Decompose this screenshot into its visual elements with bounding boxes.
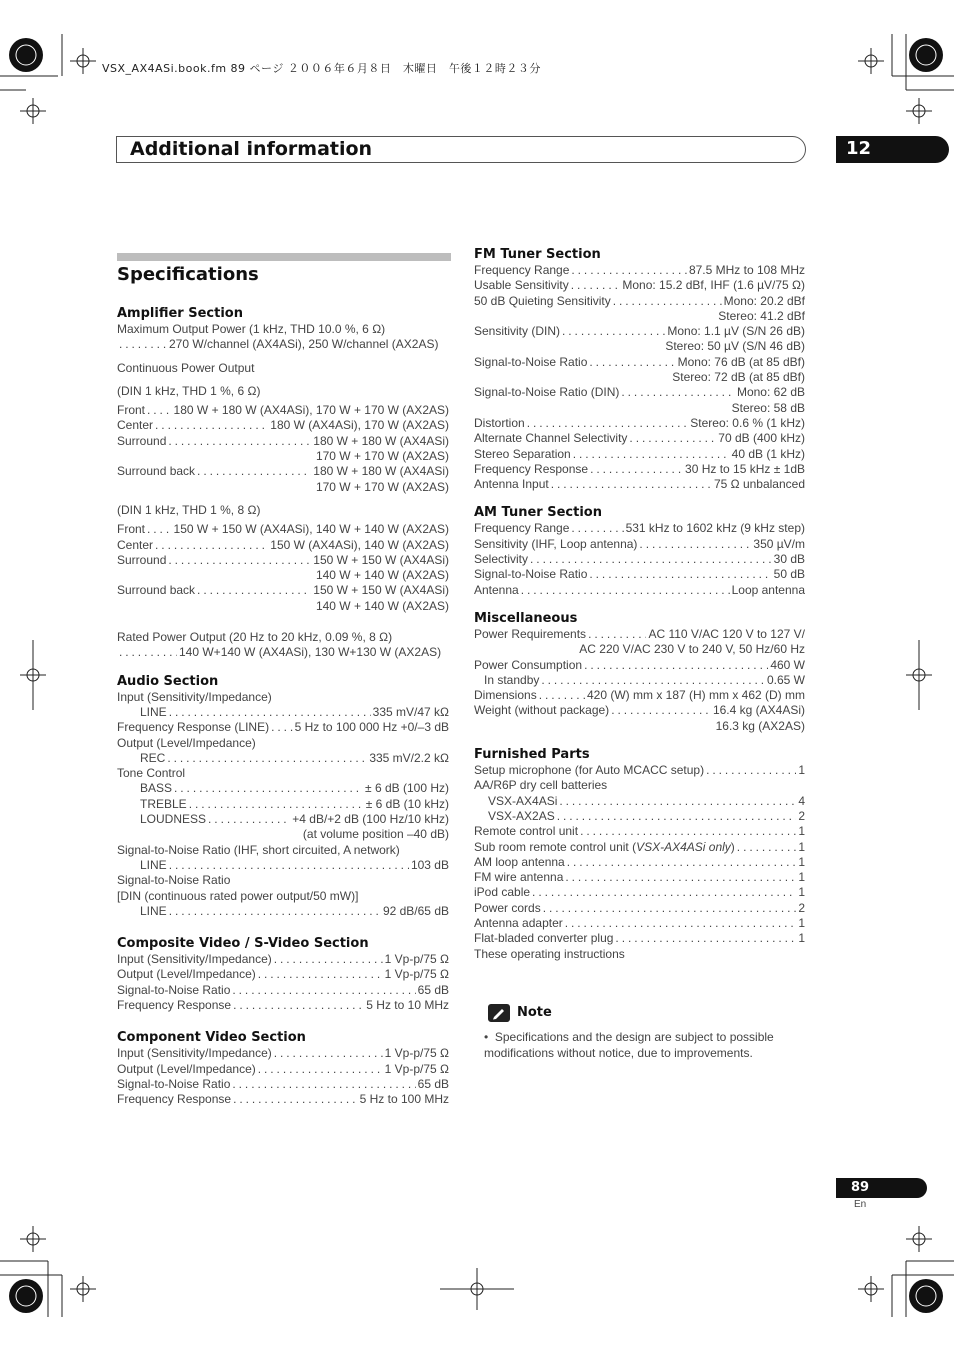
instructions-label: These operating instructions [474,946,625,961]
bass-row: BASS . . . ± 6 dB (100 Hz) [117,781,449,796]
page-language: En [854,1199,867,1210]
amplifier-heading: Amplifier Section [117,306,243,321]
din6-list [117,403,449,495]
fm-sens-din-row: Sensitivity (DIN) . . . Mono: 1.1 µV (S/N 26 dB) [474,324,805,339]
component-row: Output (Level/Impedance) . . . 1 Vp-p/75 Ω [117,1062,449,1077]
page-number-tab [836,1178,927,1198]
rated-label: Rated Power Output (20 Hz to 20 kHz, 0.09 %, 8 Ω) [117,630,393,645]
rated-value: 140 W+140 W (AX4ASi), 130 W+130 W (AX2AS) [179,645,442,660]
snr-ihf-row: LINE . . . 103 dB [117,858,449,873]
furnished-list [474,855,805,947]
fm-snr-din-stereo: Stereo: 58 dB [731,400,805,415]
fm-snr-din-row: Signal-to-Noise Ratio (DIN) . . . Mono: 62 dB [474,385,805,400]
chapter-tab [836,136,949,163]
component-list [117,1046,449,1107]
din8-row: Surround back . . . 150 W + 150 W (AX4ASi) [117,583,449,598]
subroom-row: Sub room remote control unit (VSX-AX4ASi only) . . . 1 [474,840,805,855]
din8-label: (DIN 1 kHz, THD 1 %, 8 Ω) [117,502,261,517]
am-row: Antenna . . . Loop antenna [474,583,805,598]
fm-freq-row: Frequency Range . . . 87.5 MHz to 108 MHz [474,263,805,278]
composite-row: Output (Level/Impedance) . . . 1 Vp-p/75 Ω [117,967,449,982]
din6-row: Front . . . 180 W + 180 W (AX4ASi), 170 W + 170 W (AX2AS) [117,403,449,418]
power-req-line2: AC 220 V/AC 230 V to 240 V, 50 Hz/60 Hz [579,642,805,657]
snr-ihf-label: Signal-to-Noise Ratio (IHF, short circuited, A network) [117,842,400,857]
right-column [474,246,805,962]
fm-snr-row: Signal-to-Noise Ratio . . . Mono: 76 dB (at 85 dBf) [474,355,805,370]
continuous-label: Continuous Power Output [117,360,255,375]
page-number: 89 [851,1180,870,1195]
consumption-row: Power Consumption . . . 460 W [474,658,805,673]
tone-label: Tone Control [117,766,186,781]
fm-row: Stereo Separation . . . 40 dB (1 kHz) [474,447,805,462]
dimensions-row: Dimensions . . . 420 (W) mm x 187 (H) mm x 462 (D) mm [474,688,805,703]
fm-list [474,416,805,492]
am-heading: AM Tuner Section [474,505,602,521]
am-row: Sensitivity (IHF, Loop antenna) . . . 350 µV/m [474,537,805,552]
fm-quieting-stereo: Stereo: 41.2 dBf [718,308,805,323]
am-list [474,521,805,597]
audio-input-line-row: LINE . . . 335 mV/47 kΩ [117,705,449,720]
title-bar [117,253,451,261]
bullet-icon: • [484,1030,495,1044]
weight-line2: 16.3 kg (AX2AS) [715,718,805,733]
din8-list [117,522,449,614]
max-output-value: 270 W/channel (AX4ASi), 250 W/channel (AX2AS) [169,337,439,352]
batteries-label: AA/R6P dry cell batteries [474,778,608,793]
composite-row: Input (Sensitivity/Impedance) . . . 1 Vp-p/75 Ω [117,952,449,967]
component-row: Signal-to-Noise Ratio . . . 65 dB [117,1077,449,1092]
pencil-icon [488,1004,510,1022]
audio-rec-row: REC . . . 335 mV/2.2 kΩ [117,751,449,766]
din8-row: Surround . . . 150 W + 150 W (AX4ASi) [117,553,449,568]
bat-ax2-row: VSX-AX2AS . . . 2 [474,809,805,824]
fm-snr-stereo: Stereo: 72 dB (at 85 dBf) [672,370,805,385]
bat-ax4-row: VSX-AX4ASi . . . 4 [474,794,805,809]
din6-row: Center . . . 180 W (AX4ASi), 170 W (AX2AS) [117,418,449,433]
fm-row: Frequency Response . . . 30 Hz to 15 kHz ± 1dB [474,462,805,477]
power-req-row: Power Requirements . . . AC 110 V/AC 120 V to 127 V/ [474,627,805,642]
section-header-title: Additional information [130,138,373,160]
din8-row: 140 W + 140 W (AX2AS) [315,568,449,583]
snr-din-label: [DIN (continuous rated power output/50 mW)] [117,888,359,903]
misc-heading: Miscellaneous [474,610,578,626]
furnished-heading: Furnished Parts [474,747,590,763]
file-info-header: VSX_AX4ASi.book.fm 89 ページ ２００６年６月８日 木曜日 午後１２時２３分 [102,62,541,75]
note-text: • Specifications and the design are subject to possible modifications without notice, due to improvements. [484,1030,774,1060]
remote-row: Remote control unit . . . 1 [474,824,805,839]
din6-row: Surround back . . . 180 W + 180 W (AX4ASi) [117,464,449,479]
page-title: Specifications [117,264,259,285]
max-output-row [117,337,449,352]
composite-row: Signal-to-Noise Ratio . . . 65 dB [117,983,449,998]
audio-freq-row: Frequency Response (LINE) . . . 5 Hz to 100 000 Hz +0/–3 dB [117,720,449,735]
standby-row: In standby . . . 0.65 W [474,673,805,688]
loudness-row: LOUDNESS . . . +4 dB/+2 dB (100 Hz/10 kHz) [117,812,449,827]
furnished-row: Flat-bladed converter plug . . . 1 [474,931,805,946]
component-row: Frequency Response . . . 5 Hz to 100 MHz [117,1092,449,1107]
fm-heading: FM Tuner Section [474,247,601,262]
snr-label: Signal-to-Noise Ratio [117,873,231,888]
treble-row: TREBLE . . . ± 6 dB (10 kHz) [117,797,449,812]
din8-row: Center . . . 150 W (AX4ASi), 140 W (AX2AS) [117,538,449,553]
mic-row: Setup microphone (for Auto MCACC setup) . . . 1 [474,763,805,778]
fm-row: Alternate Channel Selectivity . . . 70 dB (400 kHz) [474,431,805,446]
component-row: Input (Sensitivity/Impedance) . . . 1 Vp-p/75 Ω [117,1046,449,1061]
furnished-row: iPod cable . . . 1 [474,885,805,900]
audio-input-label: Input (Sensitivity/Impedance) [117,689,272,704]
din6-label: (DIN 1 kHz, THD 1 %, 6 Ω) [117,383,261,398]
snr-din-row: LINE . . . 92 dB/65 dB [117,904,449,919]
audio-output-label: Output (Level/Impedance) [117,735,256,750]
fm-sens-din-stereo: Stereo: 50 µV (S/N 46 dB) [665,339,805,354]
din6-row: 170 W + 170 W (AX2AS) [315,449,449,464]
din6-row: Surround . . . 180 W + 180 W (AX4ASi) [117,434,449,449]
max-output-label: Maximum Output Power (1 kHz, THD 10.0 %, 6 Ω) [117,322,386,336]
composite-list [117,952,449,1013]
loudness-note: (at volume position –40 dB) [302,827,449,842]
furnished-row: Antenna adapter . . . 1 [474,916,805,931]
weight-row: Weight (without package) . . . 16.4 kg (AX4ASi) [474,703,805,718]
left-column [117,305,449,1107]
furnished-row: Power cords . . . 2 [474,901,805,916]
din6-row: 170 W + 170 W (AX2AS) [315,479,449,494]
rated-row [117,645,449,660]
fm-row: Antenna Input . . . 75 Ω unbalanced [474,477,805,492]
note-label: Note [517,1005,552,1020]
fm-row: Distortion . . . Stereo: 0.6 % (1 kHz) [474,416,805,431]
am-row: Frequency Range . . . 531 kHz to 1602 kHz (9 kHz step) [474,521,805,536]
composite-row: Frequency Response . . . 5 Hz to 10 MHz [117,998,449,1013]
chapter-number: 12 [846,138,872,159]
am-row: Selectivity . . . 30 dB [474,552,805,567]
fm-usable-row: Usable Sensitivity . . . Mono: 15.2 dBf, IHF (1.6 µV/75 Ω) [474,278,805,293]
am-row: Signal-to-Noise Ratio . . . 50 dB [474,567,805,582]
component-heading: Component Video Section [117,1030,306,1046]
furnished-row: AM loop antenna . . . 1 [474,855,805,870]
furnished-row: FM wire antenna . . . 1 [474,870,805,885]
fm-quieting-row: 50 dB Quieting Sensitivity . . . Mono: 20.2 dBf [474,294,805,309]
din8-row: 140 W + 140 W (AX2AS) [315,598,449,613]
composite-heading: Composite Video / S-Video Section [117,936,369,952]
audio-heading: Audio Section [117,673,219,689]
din8-row: Front . . . 150 W + 150 W (AX4ASi), 140 W + 140 W (AX2AS) [117,522,449,537]
